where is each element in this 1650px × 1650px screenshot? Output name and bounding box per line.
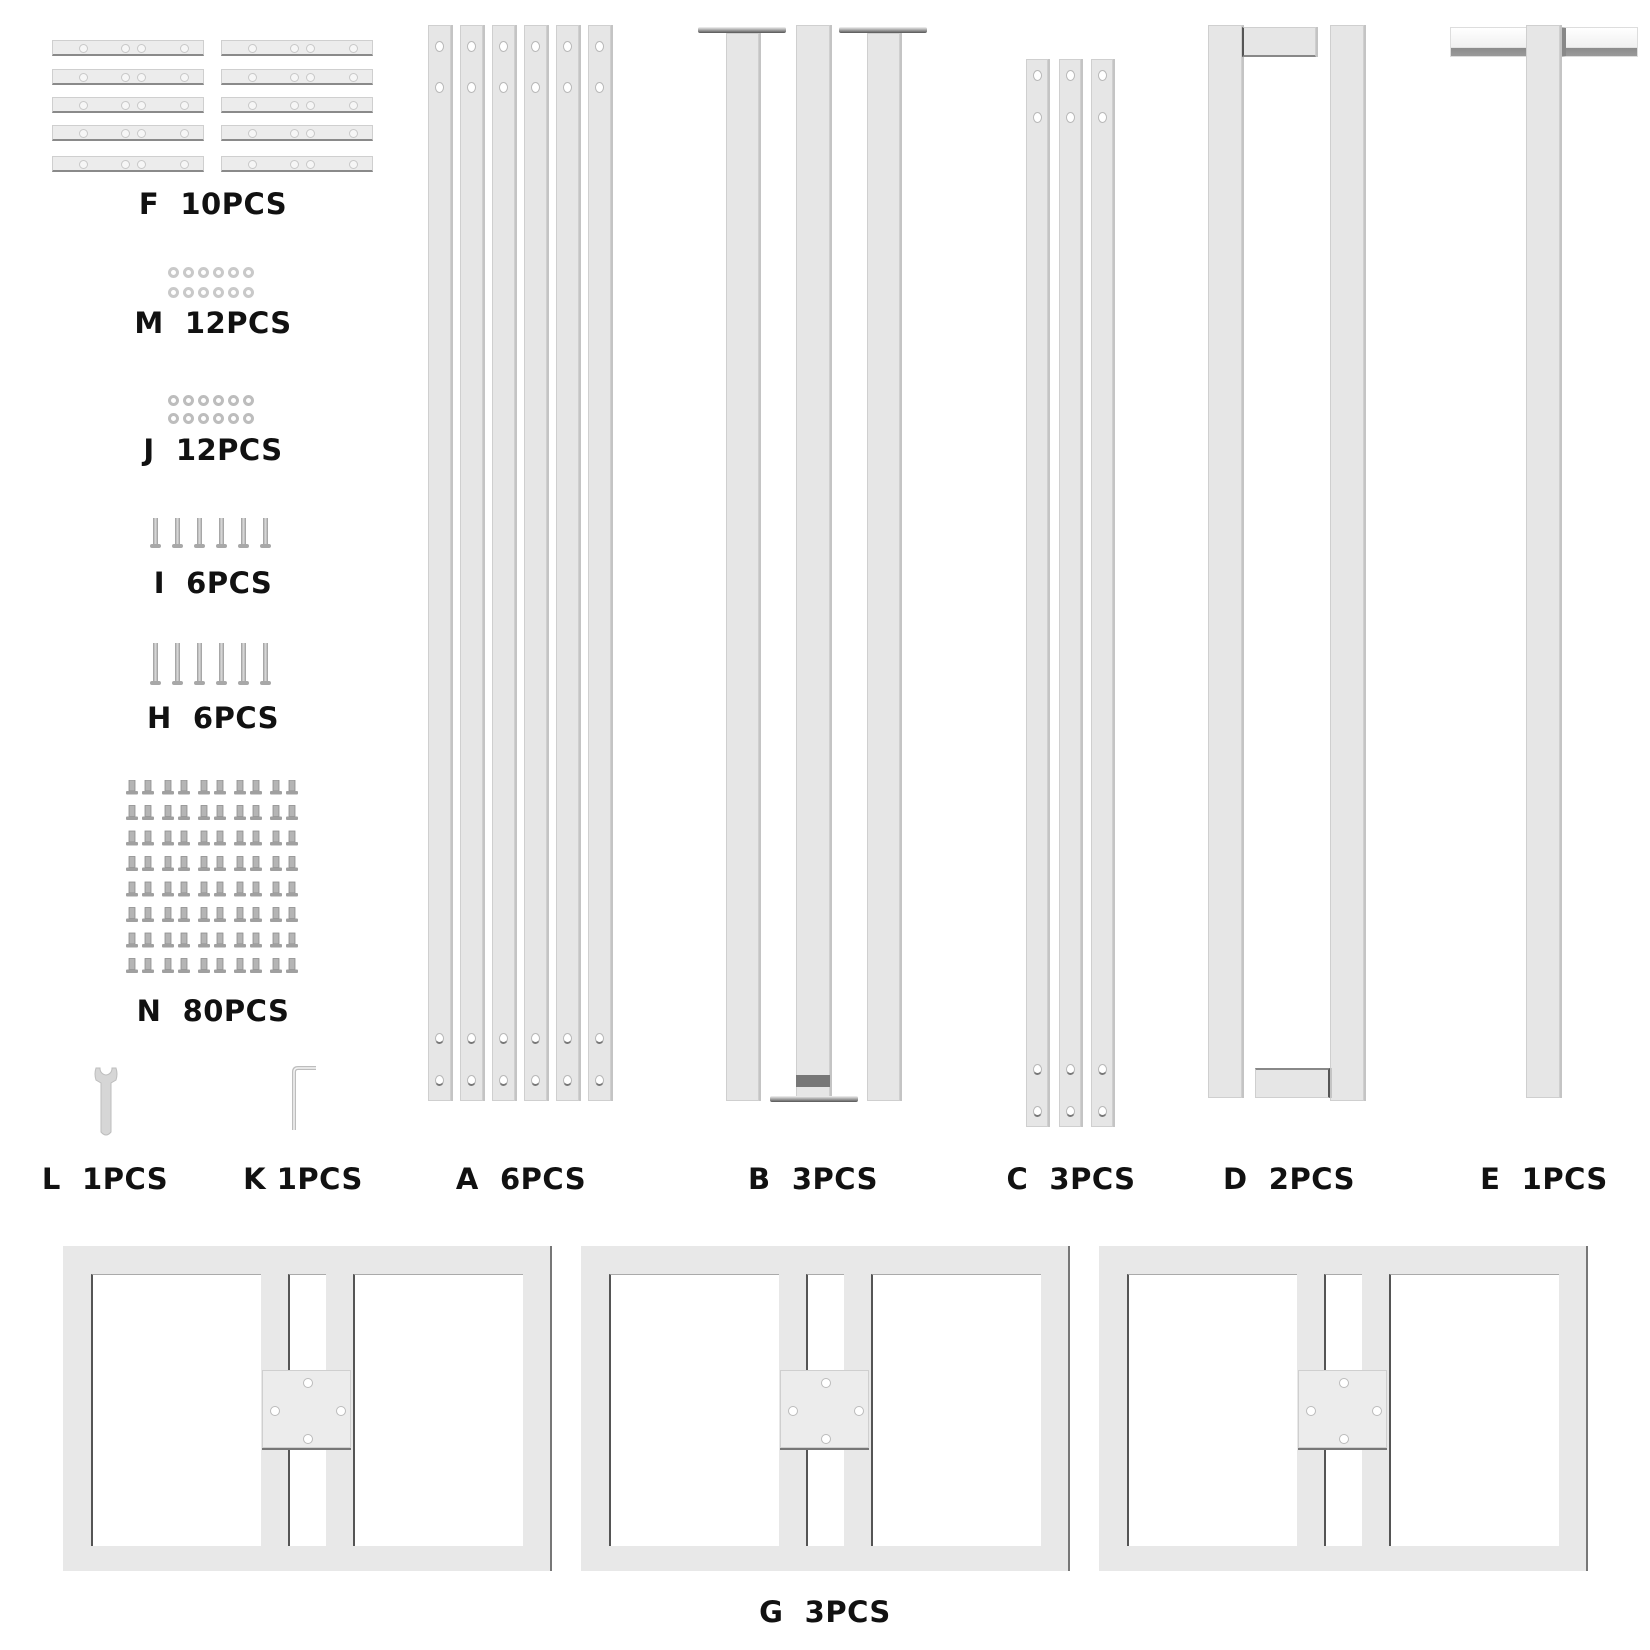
part-f-graphic	[52, 38, 374, 178]
part-i-graphic	[150, 518, 280, 550]
part-g-frame-1	[63, 1246, 550, 1571]
part-g-frame-3	[1099, 1246, 1586, 1571]
part-n-label: N 80PCS	[136, 994, 290, 1028]
part-c-label: C 3PCS	[1006, 1162, 1136, 1196]
part-i-label: I 6PCS	[153, 566, 273, 600]
part-m-graphic	[166, 267, 262, 302]
part-l-label: L 1PCS	[41, 1162, 169, 1196]
part-n-graphic	[126, 780, 301, 980]
part-d-label: D 2PCS	[1223, 1162, 1355, 1196]
part-f-label: F 10PCS	[138, 187, 288, 221]
part-b-label: B 3PCS	[748, 1162, 878, 1196]
part-j-label: J 12PCS	[143, 433, 283, 467]
part-g-label: G 3PCS	[759, 1595, 891, 1629]
part-k-label: K 1PCS	[243, 1162, 363, 1196]
part-a-graphic	[428, 25, 628, 1102]
part-d-graphic	[1208, 25, 1368, 1105]
part-m-label: M 12PCS	[134, 306, 292, 340]
part-b-graphic	[698, 25, 930, 1105]
part-e-label: E 1PCS	[1480, 1162, 1608, 1196]
part-e-graphic	[1450, 25, 1640, 1105]
part-c-graphic	[1026, 59, 1116, 1129]
part-a-label: A 6PCS	[455, 1162, 587, 1196]
part-g-frame-2	[581, 1246, 1068, 1571]
part-j-graphic	[166, 395, 262, 427]
part-h-label: H 6PCS	[146, 701, 280, 735]
hex-key-icon	[290, 1066, 320, 1132]
wrench-icon	[92, 1066, 120, 1138]
part-h-graphic	[150, 643, 280, 687]
